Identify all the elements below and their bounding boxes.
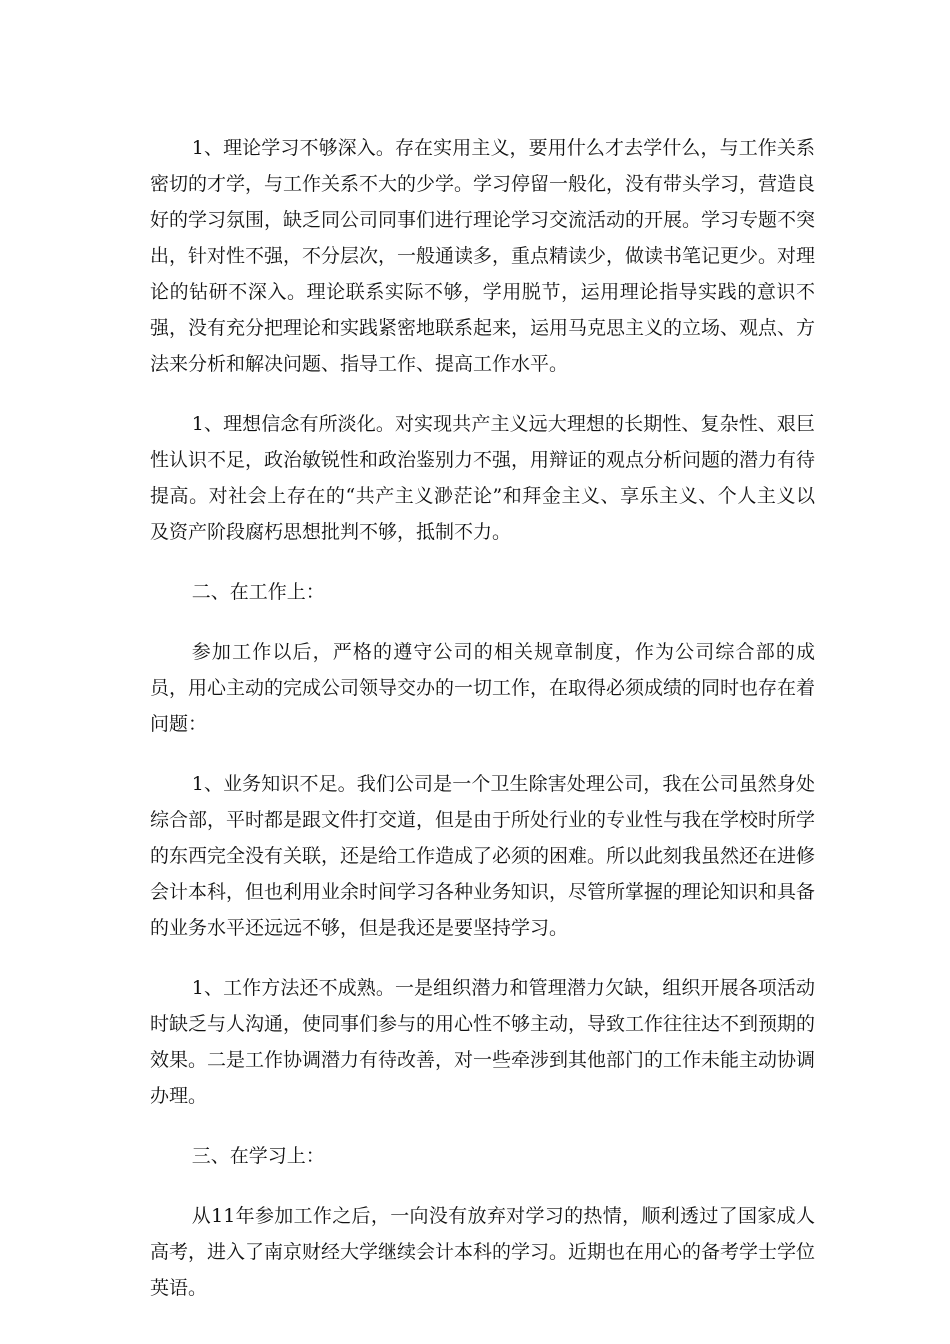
document-body [150,130,815,1330]
paragraph-work-intro: 参加工作以后，严格的遵守公司的相关规章制度，作为公司综合部的成员，用心主动的完成公司领导交办的一切工作，在取得必须成绩的同时也存在着问题： [150,641,816,735]
paragraph-theory-study: 1、理论学习不够深入。存在实用主义，要用什么才去学什么，与工作关系密切的才学，与工作关系不大的少学。学习停留一般化，没有带头学习，营造良好的学习氛围，缺乏同公司同事们进行理论学习交流活动的开展。学习专题不突出，针对性不强，不分层次，一般通读多，重点精读少，做读书笔记更少。对理论的钻研不深入。理论联系实际不够，学用脱节，运用理论指导实践的意识不强，没有充分把理论和实践紧密地联系起来，运用马克思主义的立场、观点、方法来分析和解决问题、指导工作、提高工作水平。 [150,137,816,375]
paragraph-work-methods: 1、工作方法还不成熟。一是组织潜力和管理潜力欠缺，组织开展各项活动时缺乏与人沟通，使同事们参与的用心性不够主动，导致工作往往达不到预期的效果。二是工作协调潜力有待改善，对一些牵涉到其他部门的工作未能主动协调办理。 [150,977,816,1107]
section-heading-work: 二、在工作上： [191,581,325,603]
paragraph-business-knowledge: 1、业务知识不足。我们公司是一个卫生除害处理公司，我在公司虽然身处综合部，平时都是跟文件打交道，但是由于所处行业的专业性与我在学校时所学的东西完全没有关联，还是给工作造成了必须的困难。所以此刻我虽然还在进修会计本科，但也利用业余时间学习各种业务知识，尽管所掌握的理论知识和具备的业务水平还远远不够，但是我还是要坚持学习。 [150,773,816,939]
paragraph-ideals-belief: 1、理想信念有所淡化。对实现共产主义远大理想的长期性、复杂性、艰巨性认识不足，政治敏锐性和政治鉴别力不强，用辩证的观点分析问题的潜力有待提高。对社会上存在的“共产主义渺茫论”和拜金主义、享乐主义、个人主义以及资产阶段腐朽思想批判不够，抵制不力。 [150,413,816,543]
section-heading-study: 三、在学习上： [191,1145,325,1167]
paragraph-study-progress: 从11年参加工作之后，一向没有放弃对学习的热情，顺利透过了国家成人高考，进入了南京财经大学继续会计本科的学习。近期也在用心的备考学士学位英语。 [150,1205,816,1299]
